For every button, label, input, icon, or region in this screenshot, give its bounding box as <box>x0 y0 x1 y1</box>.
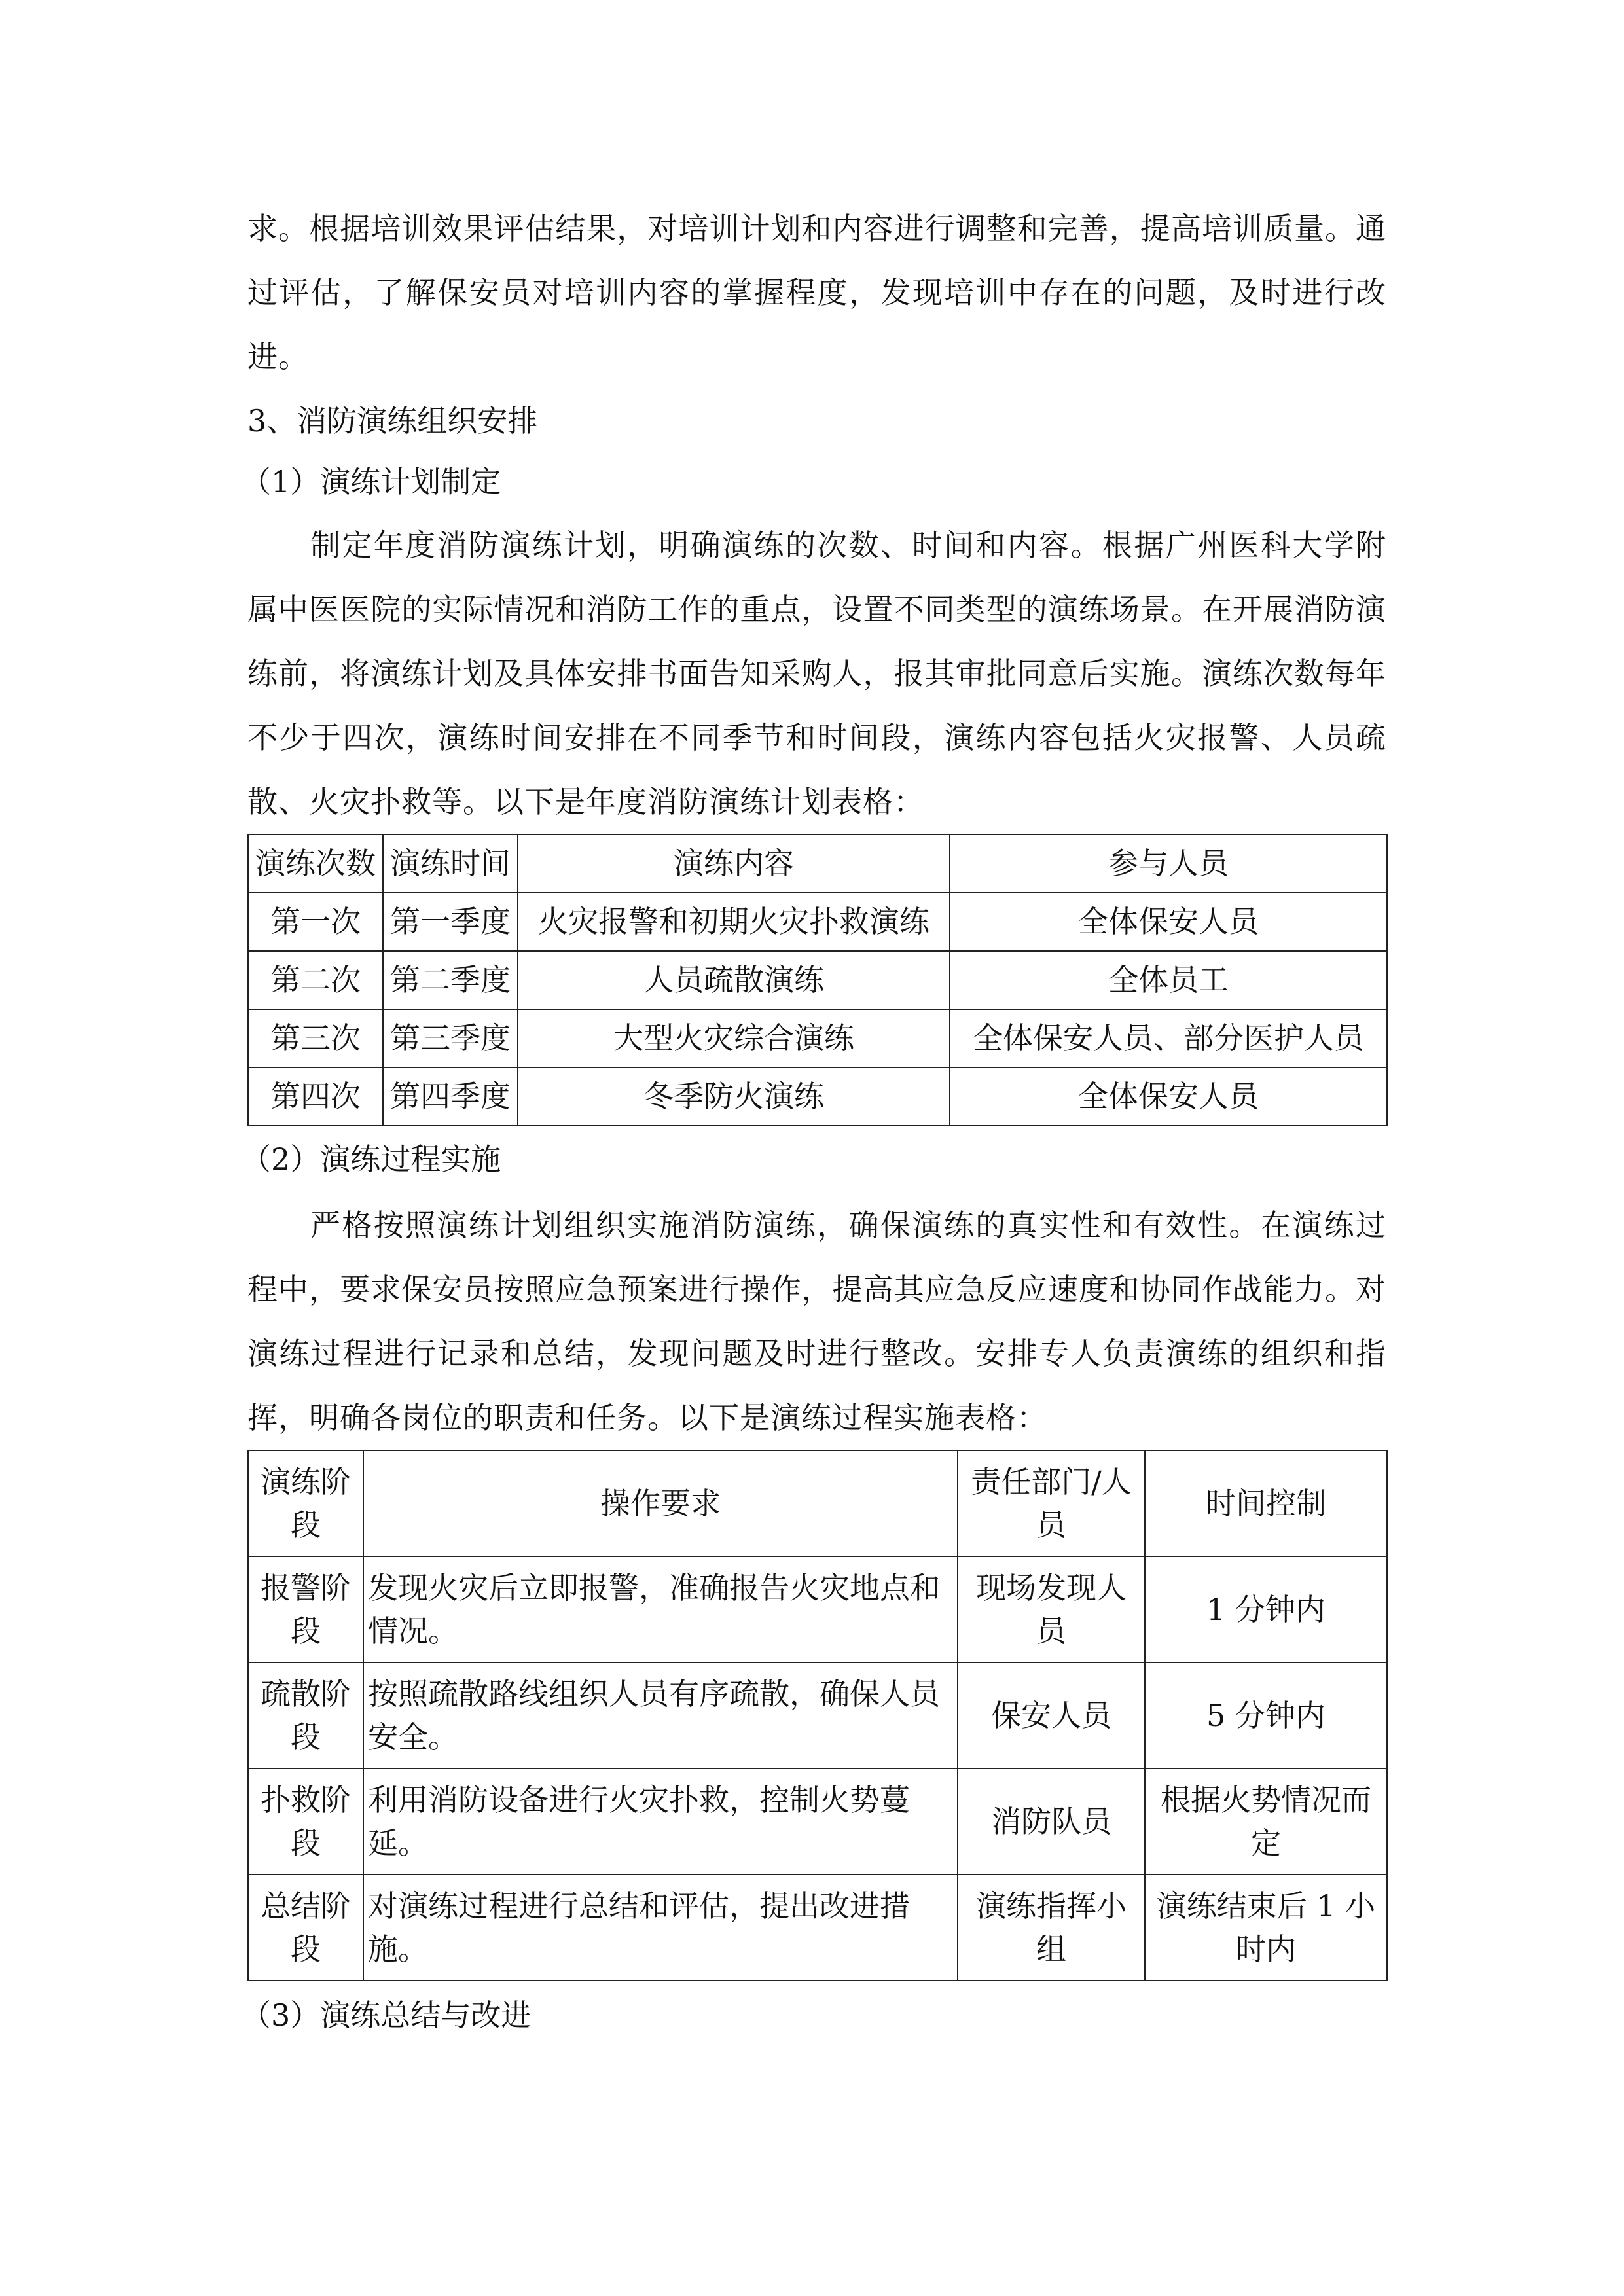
table-cell: 利用消防设备进行火灾扑救，控制火势蔓延。 <box>363 1768 958 1874</box>
table-cell: 第四次 <box>248 1067 383 1126</box>
table-cell: 火灾报警和初期火灾扑救演练 <box>518 893 950 951</box>
table-cell: 第一季度 <box>383 893 518 951</box>
table-row <box>248 1067 1387 1126</box>
table-header-cell: 参与人员 <box>950 834 1387 893</box>
table-header-cell: 责任部门/人员 <box>958 1450 1145 1556</box>
table-cell: 根据火势情况而定 <box>1145 1768 1387 1874</box>
table-header-row <box>248 1450 1387 1556</box>
table-row <box>248 893 1387 951</box>
table-cell: 演练指挥小组 <box>958 1874 1145 1981</box>
subsection-1-title: （1）演练计划制定 <box>241 464 501 499</box>
table-header-cell: 演练阶段 <box>248 1450 363 1556</box>
table-cell: 总结阶段 <box>248 1874 363 1981</box>
table-row <box>248 1009 1387 1067</box>
table-row <box>248 951 1387 1009</box>
table-cell: 全体保安人员、部分医护人员 <box>950 1009 1387 1067</box>
table-cell: 全体保安人员 <box>950 893 1387 951</box>
drill-process-table <box>247 1450 1388 1981</box>
annual-drill-plan-table <box>247 834 1388 1126</box>
subsection-2-title: （2）演练过程实施 <box>241 1141 501 1177</box>
table-row <box>248 1768 1387 1874</box>
table-row <box>248 1556 1387 1662</box>
table-cell: 第一次 <box>248 893 383 951</box>
intro-paragraph: 求。根据培训效果评估结果，对培训计划和内容进行调整和完善，提高培训质量。通过评估，了解保安员对培训内容的掌握程度，发现培训中存在的问题，及时进行改进。 <box>247 211 1386 374</box>
table-cell: 第二次 <box>248 951 383 1009</box>
table-cell: 5 分钟内 <box>1145 1662 1387 1768</box>
table-header-cell: 操作要求 <box>363 1450 958 1556</box>
table-cell: 疏散阶段 <box>248 1662 363 1768</box>
table-cell: 扑救阶段 <box>248 1768 363 1874</box>
table-cell: 大型火灾综合演练 <box>518 1009 950 1067</box>
table-row <box>248 1662 1387 1768</box>
table-header-cell: 演练次数 <box>248 834 383 893</box>
table-cell: 消防队员 <box>958 1768 1145 1874</box>
table-header-cell: 时间控制 <box>1145 1450 1387 1556</box>
process-paragraph: 严格按照演练计划组织实施消防演练，确保演练的真实性和有效性。在演练过程中，要求保安员按照应急预案进行操作，提高其应急反应速度和协同作战能力。对演练过程进行记录和总结，发现问题及时进行整改。安排专人负责演练的组织和指挥，明确各岗位的职责和任务。以下是演练过程实施表格： <box>247 1208 1386 1435</box>
subsection-3-title: （3）演练总结与改进 <box>241 1998 532 2033</box>
table-cell: 人员疏散演练 <box>518 951 950 1009</box>
table-cell: 第三次 <box>248 1009 383 1067</box>
table-cell: 对演练过程进行总结和评估，提出改进措施。 <box>363 1874 958 1981</box>
table-cell: 第二季度 <box>383 951 518 1009</box>
table-cell: 冬季防火演练 <box>518 1067 950 1126</box>
section-3-title: 3、消防演练组织安排 <box>247 403 538 439</box>
page-content <box>241 196 1386 2045</box>
table-cell: 演练结束后 1 小时内 <box>1145 1874 1387 1981</box>
table-cell: 全体员工 <box>950 951 1387 1009</box>
table-cell: 报警阶段 <box>248 1556 363 1662</box>
table-header-cell: 演练内容 <box>518 834 950 893</box>
table-cell: 1 分钟内 <box>1145 1556 1387 1662</box>
table-cell: 保安人员 <box>958 1662 1145 1768</box>
table-cell: 现场发现人员 <box>958 1556 1145 1662</box>
table-cell: 第四季度 <box>383 1067 518 1126</box>
table-header-cell: 演练时间 <box>383 834 518 893</box>
table-cell: 全体保安人员 <box>950 1067 1387 1126</box>
table-header-row <box>248 834 1387 893</box>
plan-paragraph: 制定年度消防演练计划，明确演练的次数、时间和内容。根据广州医科大学附属中医医院的实际情况和消防工作的重点，设置不同类型的演练场景。在开展消防演练前，将演练计划及具体安排书面告知采购人，报其审批同意后实施。演练次数每年不少于四次，演练时间安排在不同季节和时间段，演练内容包括火灾报警、人员疏散、火灾扑救等。以下是年度消防演练计划表格： <box>247 528 1386 819</box>
table-cell: 发现火灾后立即报警，准确报告火灾地点和情况。 <box>363 1556 958 1662</box>
table-cell: 第三季度 <box>383 1009 518 1067</box>
table-row <box>248 1874 1387 1981</box>
table-cell: 按照疏散路线组织人员有序疏散，确保人员安全。 <box>363 1662 958 1768</box>
